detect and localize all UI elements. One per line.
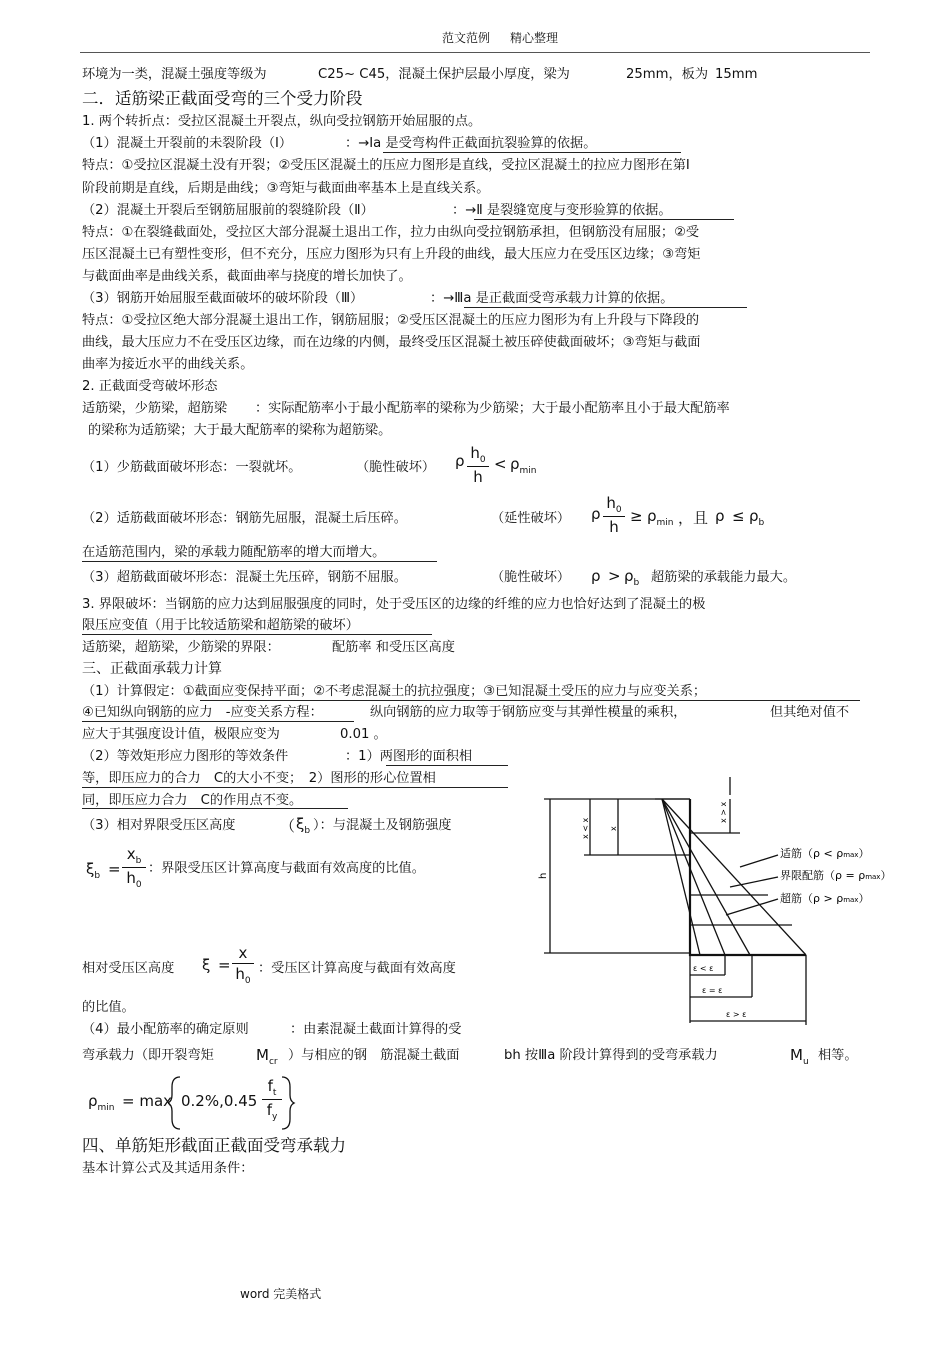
- text-line: 同，即压应力合力 C的作用点不变。: [82, 793, 303, 808]
- fraction-bar: [467, 466, 489, 467]
- text-line: 15mm: [715, 67, 758, 82]
- text-line: （1）混凝土开裂前的未裂阶段（Ⅰ）: [82, 136, 293, 151]
- section-heading-2: 二．适筋梁正截面受弯的三个受力阶段: [82, 89, 363, 108]
- underline: [474, 219, 734, 220]
- fraction-x-h0: [232, 944, 254, 986]
- math-rho-min: $\rho_{min}$: [647, 507, 674, 528]
- underline: [82, 808, 348, 809]
- text-line: （2）混凝土开裂后至钢筋屈服前的裂缝阶段（Ⅱ）: [82, 203, 374, 218]
- legend-over: 超筋（ρ > ρmax）: [780, 892, 870, 905]
- text-line: 适筋梁，少筋梁，超筋梁: [82, 401, 228, 416]
- text-line: 0.01 。: [340, 727, 387, 742]
- text-line: ：→Ⅲa 是正截面受弯承载力计算的依据。: [430, 291, 674, 306]
- strain-line-under: [662, 799, 750, 955]
- math-lt: <: [494, 455, 507, 473]
- text-line: 超筋梁的承载能力最大。: [651, 570, 797, 585]
- text-line: ）：与混凝土及钢筋强度: [313, 818, 452, 833]
- denominator: $h_0$: [235, 965, 251, 986]
- numerator: x: [238, 944, 248, 962]
- fraction-bar: [603, 516, 625, 517]
- text-line: 适筋梁，超筋梁，少筋梁的界限：: [82, 640, 280, 655]
- text-line: 相等。: [818, 1048, 858, 1063]
- text-line: 但其绝对值不: [770, 705, 850, 720]
- fraction-h0-h: [467, 444, 489, 486]
- text-line: ：受压区计算高度与截面有效高度: [258, 961, 456, 976]
- math-le: ≤: [732, 507, 745, 525]
- numerator: $f_t$: [267, 1077, 277, 1098]
- math-rho-min: $\rho_{min}$: [88, 1092, 115, 1113]
- strain-line-2: [662, 799, 725, 955]
- text-line: 环境为一类，混凝土强度等级为: [82, 67, 267, 82]
- text-line: ：→Ⅱ 是裂缝宽度与变形验算的依据。: [452, 203, 672, 218]
- text-line: （延性破坏）: [491, 511, 571, 526]
- text-line: ：1）两图形的面积相: [345, 749, 473, 764]
- leader-balanced: [730, 877, 778, 887]
- text-line: （脆性破坏）: [356, 460, 436, 475]
- underline: [82, 634, 432, 635]
- text-line: 等，即压应力的合力 C的大小不变； 2）图形的形心位置相: [82, 771, 436, 786]
- text-line: 配筋率 和受压区高度: [332, 640, 455, 655]
- text-line: ：实际配筋率小于最小配筋率的梁称为少筋梁；大于最小配筋率且小于最大配筋率: [255, 401, 730, 416]
- text-line: （脆性破坏）: [491, 570, 571, 585]
- left-brace: [168, 1077, 180, 1129]
- label-xb: x: [609, 826, 618, 831]
- numerator: $h_0$: [606, 494, 622, 515]
- underline: [464, 307, 747, 308]
- math-rho-b: $\rho_b$: [624, 567, 640, 588]
- section-heading-4: 四、单筋矩形截面正截面受弯承载力: [82, 1136, 346, 1155]
- text-line: （3）钢筋开始屈服至截面破坏的破坏阶段（Ⅲ）: [82, 291, 364, 306]
- text-line: ）与相应的钢 筋混凝土截面: [288, 1048, 460, 1063]
- leader-over: [726, 899, 778, 915]
- label-h: h: [538, 872, 549, 879]
- text-line: 在适筋范围内，梁的承载力随配筋率的增大而增大。: [82, 545, 386, 560]
- text-line: （2）等效矩形应力图形的等效条件: [82, 749, 289, 764]
- text-line: 特点：①受拉区绝大部分混凝土退出工作，钢筋屈服；②受压区混凝土的压应力图形为有上升段与下降段的: [82, 313, 700, 328]
- denominator: h: [609, 518, 619, 536]
- math-xi-b: $\xi_b$: [86, 860, 101, 881]
- math-rho: ρ: [591, 505, 601, 523]
- underline: [386, 765, 508, 766]
- numerator: $h_0$: [470, 444, 486, 465]
- text-line: 限压应变值（用于比较适筋梁和超筋梁的破坏）: [82, 618, 359, 633]
- header-left: 范文范例: [442, 31, 491, 45]
- fraction-ft-fy: [262, 1077, 282, 1122]
- label-x-lt: x < x: [581, 817, 590, 839]
- math-eq: =: [108, 860, 121, 878]
- math-ge: ≥: [630, 507, 643, 525]
- text-line: C25~ C45，混凝土保护层最小厚度，梁为: [318, 67, 570, 82]
- text-line: 纵向钢筋的应力取等于钢筋应变与其弹性模量的乘积，: [370, 705, 687, 720]
- legend-under: 适筋（ρ < ρmax）: [780, 847, 870, 860]
- text-line: ④已知纵向钢筋的应力 -应变关系方程：: [82, 705, 323, 720]
- math-eq-max: = max: [122, 1092, 173, 1110]
- denominator: $f_y$: [266, 1101, 278, 1122]
- math-rho-b: $\rho_b$: [749, 507, 765, 528]
- text-line: （1）少筋截面破坏形态：一裂就坏。: [82, 460, 302, 475]
- text-line: 特点：①受拉区混凝土没有开裂；②受压区混凝土的压应力图形是直线，受拉区混凝土的拉应力图形在第Ⅰ: [82, 158, 690, 173]
- text-line: ：→Ⅰa 是受弯构件正截面抗裂验算的依据。: [345, 136, 597, 151]
- header-right: 精心整理: [510, 31, 559, 45]
- text-line: 2. 正截面受弯破坏形态: [82, 379, 218, 394]
- text-line: （2）适筋截面破坏形态：钢筋先屈服，混凝土后压碎。: [82, 511, 407, 526]
- underline: [82, 561, 437, 562]
- text-line: 的梁称为适筋梁；大于最大配筋率的梁称为超筋梁。: [88, 423, 392, 438]
- numerator: $x_b$: [126, 845, 142, 866]
- text-line: （3）相对界限受压区高度: [82, 818, 236, 833]
- leader-under: [740, 855, 778, 867]
- fraction-bar: [232, 963, 254, 964]
- math-rho: ρ: [715, 507, 725, 525]
- text-line: 基本计算公式及其适用条件：: [82, 1161, 254, 1176]
- text-line: （4）最小配筋率的确定原则: [82, 1022, 249, 1037]
- text-line: 与截面曲率是曲线关系，截面曲率与挠度的增长加快了。: [82, 269, 412, 284]
- math-xi-b: $\xi_b$: [296, 815, 311, 836]
- text-line: 25mm，板为: [626, 67, 709, 82]
- text-line: bh 按Ⅲa 阶段计算得到的受弯承载力: [504, 1048, 718, 1063]
- text-line: （3）超筋截面破坏形态：混凝土先压碎，钢筋不屈服。: [82, 570, 407, 585]
- text-line: （1）计算假定：①截面应变保持平面；②不考虑混凝土的抗拉强度；③已知混凝土受压的应力与应变关系；: [82, 684, 707, 699]
- label-strain-1: ε < ε: [693, 964, 714, 973]
- underline: [200, 700, 860, 701]
- text-line: 特点：①在裂缝截面处，受拉区大部分混凝土退出工作，拉力由纵向受拉钢筋承担，但钢筋没有屈服；②受: [82, 225, 700, 240]
- label-strain-2: ε = ε: [702, 986, 723, 995]
- underline: [82, 721, 354, 722]
- text-line: 3. 界限破坏：当钢筋的应力达到屈服强度的同时，处于受压区的边缘的纤维的应力也恰好达到了混凝土的极: [82, 597, 706, 612]
- footer-label: word 完美格式: [240, 1287, 322, 1301]
- math-rho-min: $\rho_{min}$: [510, 455, 537, 476]
- denominator: $h_0$: [126, 869, 142, 890]
- underline: [383, 152, 681, 153]
- text-line: 阶段前期是直线，后期是曲线；③弯矩与截面曲率基本上是直线关系。: [82, 181, 490, 196]
- text-line: 的比值。: [82, 1000, 135, 1015]
- math-eq: =: [218, 956, 231, 974]
- denominator: h: [473, 468, 483, 486]
- fraction-h0-h: [603, 494, 625, 536]
- fraction-bar: [122, 867, 146, 868]
- header-rule: [80, 52, 870, 53]
- math-rho: ρ: [591, 567, 601, 585]
- text-line: 曲线，最大压应力不在受压区边缘，而在边缘的内侧，最终受压区混凝土被压碎使截面破坏；③弯矩与截面: [82, 335, 701, 350]
- text-line: ：由素混凝土截面计算得的受: [290, 1022, 462, 1037]
- text-line: 应大于其强度设计值，极限应变为: [82, 727, 280, 742]
- text-line: ：界限受压区计算高度与截面有效高度的比值。: [148, 861, 425, 876]
- right-brace: [282, 1077, 294, 1129]
- math-M-cr: $M_{cr}$: [256, 1046, 278, 1067]
- text-line: 1. 两个转折点：受拉区混凝土开裂点，纵向受拉钢筋开始屈服的点。: [82, 114, 482, 129]
- fraction-xb-h0: [122, 845, 146, 890]
- math-and: ，且: [678, 509, 709, 527]
- math-paren: （: [280, 817, 296, 835]
- strain-distribution-diagram: [530, 775, 940, 1035]
- text-line: 相对受压区高度: [82, 961, 175, 976]
- section-heading-3: 三、正截面承载力计算: [82, 661, 222, 677]
- text-line: 曲率为接近水平的曲线关系。: [82, 357, 254, 372]
- text-line: 压区混凝土已有塑性变形，但不充分，压应力图形为只有上升段的曲线，最大压应力在受压区边缘；③弯矩: [82, 247, 701, 262]
- legend-balanced: 界限配筋（ρ = ρmax）: [780, 869, 892, 882]
- math-rho-min-body: 0.2%,0.45: [181, 1092, 258, 1110]
- math-rho: ρ: [455, 452, 465, 470]
- math-M-u: $M_u$: [790, 1046, 809, 1067]
- label-strain-3: ε > ε: [726, 1010, 747, 1019]
- underline: [82, 787, 508, 788]
- math-xi: ξ: [202, 956, 211, 974]
- label-x-gt: x > x: [719, 801, 728, 823]
- math-gt: >: [608, 567, 621, 585]
- text-line: 弯承载力（即开裂弯矩: [82, 1048, 214, 1063]
- fraction-bar: [262, 1099, 282, 1100]
- strain-line-1: [662, 799, 700, 955]
